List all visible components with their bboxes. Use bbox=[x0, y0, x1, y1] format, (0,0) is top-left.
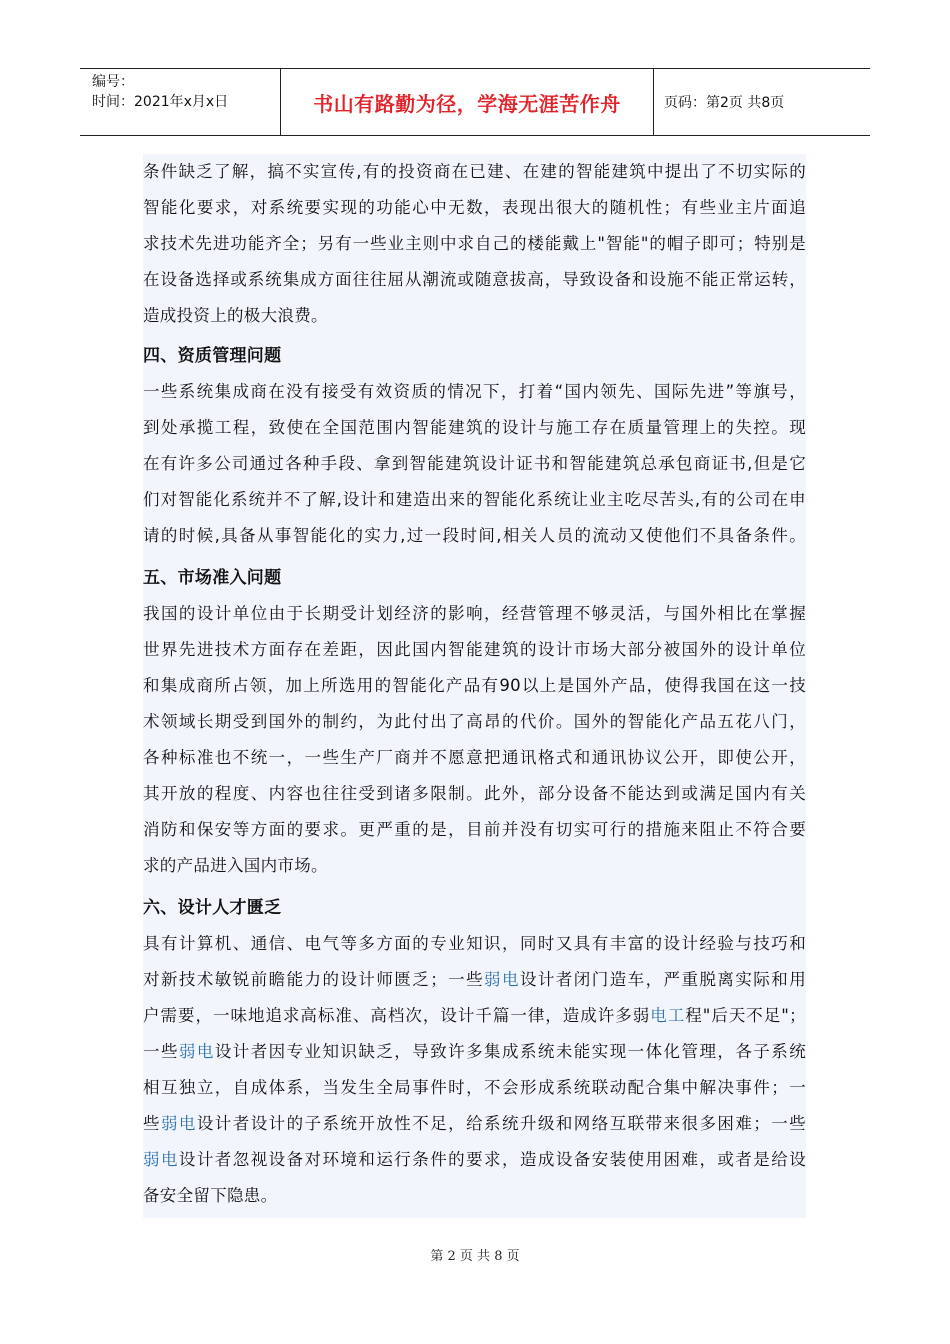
body-line: 在有许多公司通过各种手段、拿到智能建筑设计证书和智能建筑总承包商证书,但是它 bbox=[143, 454, 806, 473]
body-line bbox=[143, 1106, 806, 1142]
body-line: 求技术先进功能齐全；另有一些业主则中求自己的楼能戴上"智能"的帽子即可；特别是 bbox=[143, 234, 806, 253]
body-line: 消防和保安等方面的要求。更严重的是，目前并没有切实可行的措施来阻止不符合要 bbox=[143, 820, 806, 839]
motto: 书山有路勤为径，学海无涯苦作舟 bbox=[313, 91, 621, 116]
body-line: 具有计算机、通信、电气等多方面的专业知识，同时又具有丰富的设计经验与技巧和 bbox=[143, 934, 806, 953]
body-line: 到处承揽工程，致使在全国范围内智能建筑的设计与施工存在质量管理上的失控。现 bbox=[143, 418, 806, 437]
body-line: 相互独立，自成体系，当发生全局事件时，不会形成系统联动配合集中解决事件；一 bbox=[143, 1078, 806, 1097]
section-heading: 六、设计人才匮乏 bbox=[143, 898, 282, 918]
body-line: 在设备选择或系统集成方面往往屈从潮流或随意拔高，导致设备和设施不能正常运转， bbox=[143, 270, 806, 289]
body-line bbox=[143, 962, 806, 998]
text-run: 程"后天不足"； bbox=[685, 1006, 806, 1025]
document-body bbox=[143, 154, 806, 1218]
number-label: 编号： bbox=[92, 74, 134, 90]
text-run: 设计者设计的子系统开放性不足，给系统升级和网络互联带来很多困难；一些 bbox=[196, 1114, 806, 1133]
body-line: 请的时候,具备从事智能化的实力,过一段时间,相关人员的流动又使他们不具备条件。 bbox=[143, 526, 806, 545]
link-text[interactable]: 弱电 bbox=[160, 1114, 197, 1133]
body-line: 术领域长期受到国外的制约，为此付出了高昂的代价。国外的智能化产品五花八门， bbox=[143, 712, 806, 731]
text-run: 一些 bbox=[143, 1042, 179, 1061]
link-text[interactable]: 电工 bbox=[650, 1006, 686, 1025]
link-text[interactable]: 弱电 bbox=[178, 1042, 215, 1061]
body-line: 各种标准也不统一，一些生产厂商并不愿意把通讯格式和通讯协议公开，即使公开， bbox=[143, 748, 806, 767]
body-line: 其开放的程度、内容也往往受到诸多限制。此外，部分设备不能达到或满足国内有关 bbox=[143, 784, 806, 803]
text-run: 设计者忽视设备对环境和运行条件的要求，造成设备安装使用困难，或者是给设 bbox=[178, 1150, 806, 1169]
time-label: 时间：2021年x月x日 bbox=[92, 94, 229, 110]
link-text[interactable]: 弱电 bbox=[484, 970, 520, 989]
body-line bbox=[143, 998, 806, 1034]
body-line bbox=[143, 1142, 806, 1178]
header-meta-cell bbox=[80, 69, 281, 135]
body-line: 造成投资上的极大浪费。 bbox=[143, 306, 328, 325]
body-line: 条件缺乏了解，搞不实宣传,有的投资商在已建、在建的智能建筑中提出了不切实际的 bbox=[143, 162, 806, 181]
section-heading: 五、市场准入问题 bbox=[143, 568, 282, 588]
link-text[interactable]: 弱电 bbox=[143, 1150, 179, 1169]
text-run: 设计者因专业知识缺乏，导致许多集成系统未能实现一体化管理，各子系统 bbox=[214, 1042, 806, 1061]
body-line bbox=[143, 1034, 806, 1070]
body-line: 求的产品进入国内市场。 bbox=[143, 856, 328, 875]
page-label: 页码：第2页 共8页 bbox=[664, 95, 785, 111]
header-motto-cell bbox=[281, 69, 654, 135]
header-table bbox=[80, 68, 870, 136]
text-run: 对新技术敏锐前瞻能力的设计师匮乏；一些 bbox=[143, 970, 485, 989]
header-page-cell bbox=[654, 69, 870, 135]
body-line: 世界先进技术方面存在差距，因此国内智能建筑的设计市场大部分被国外的设计单位 bbox=[143, 640, 806, 659]
body-line: 智能化要求，对系统要实现的功能心中无数，表现出很大的随机性；有些业主片面追 bbox=[143, 198, 806, 217]
text-run: 些 bbox=[143, 1114, 161, 1133]
body-line: 们对智能化系统并不了解,设计和建造出来的智能化系统让业主吃尽苦头,有的公司在申 bbox=[143, 490, 806, 509]
body-line: 我国的设计单位由于长期受计划经济的影响，经营管理不够灵活，与国外相比在掌握 bbox=[143, 604, 806, 623]
text-run: 设计者闭门造车，严重脱离实际和用 bbox=[519, 970, 806, 989]
body-line: 备安全留下隐患。 bbox=[143, 1186, 278, 1205]
page-footer: 第 2 页 共 8 页 bbox=[430, 1249, 520, 1264]
section-heading: 四、资质管理问题 bbox=[143, 346, 282, 366]
body-line: 和集成商所占领，加上所选用的智能化产品有90以上是国外产品，使得我国在这一技 bbox=[143, 676, 806, 695]
text-run: 户需要，一味地追求高标准、高档次，设计千篇一律，造成许多弱 bbox=[143, 1006, 651, 1025]
body-line: 一些系统集成商在没有接受有效资质的情况下，打着“国内领先、国际先进”等旗号， bbox=[143, 382, 806, 401]
